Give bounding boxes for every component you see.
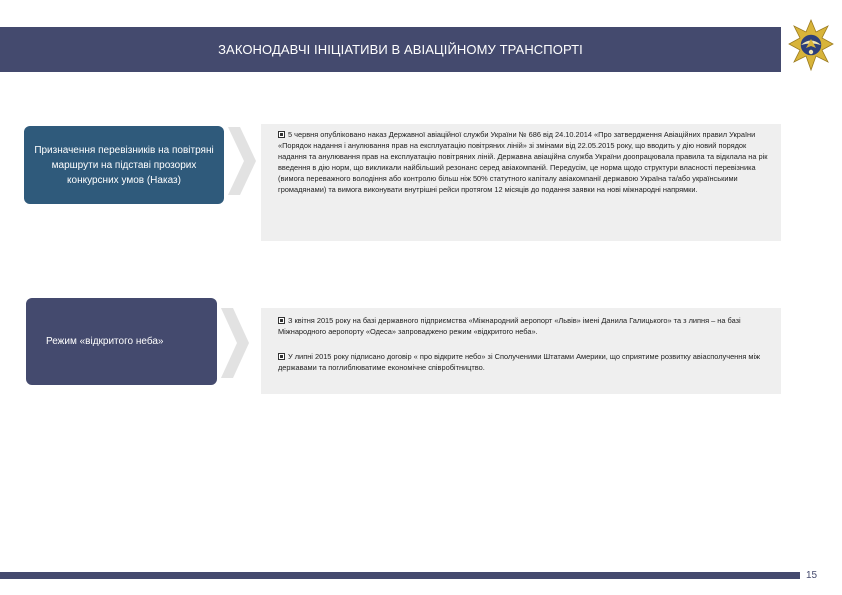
page-title: ЗАКОНОДАВЧІ ІНІЦІАТИВИ В АВІАЦІЙНОМУ ТРАНСПОРТІ <box>218 42 583 57</box>
square-bullet-icon <box>278 353 285 360</box>
page-number: 15 <box>806 570 818 581</box>
section-label-appointment <box>24 126 224 204</box>
section-label-text: Призначення перевізників на повітряні маршрути на підставі прозорих конкурсних умов (Наказ) <box>34 144 214 186</box>
header-bar <box>0 27 781 72</box>
content-panel-appointment <box>261 124 781 241</box>
section-label-text: Режим «відкритого неба» <box>46 336 164 347</box>
footer-bar <box>0 572 800 579</box>
chevron-right-icon <box>228 127 256 195</box>
paragraph-text: 5 червня опубліковано наказ Державної авіаційної служби України № 686 від 24.10.2014 «Про затвердження Авіаційних правил України «Порядок надання і анулювання прав на експлуатацію повітряних ліній» зі змінами від 22.05.2015 року, що вводить у дію новий порядок надання та анулювання прав на експлуатацію повітряних ліній. Державна авіаційна служба України доопрацювала правила та відклала на рік введення в дію норм, що викликали найбільший резонанс серед авіакомпаній. Передусім, це норма щодо структури власності перевізника (вимога переважного володіння або контролю більш ніж 50% статутного капіталу авіакомпанії державою Україна та/або українськими громадянами) та вимога виконувати внутрішні рейси протягом 12 місяців до подання заявки на нові міжнародні напрямки. <box>278 130 768 194</box>
content-panel-open-sky <box>261 308 781 394</box>
aviation-service-emblem-icon <box>787 18 835 74</box>
paragraph-text: У липні 2015 року підписано договір « про відкрите небо» зі Сполученими Штатами Америки, що сприятиме розвитку авіасполучення між державами та поглиблюватиме економічне співробітництво. <box>278 352 761 372</box>
square-bullet-icon <box>278 131 285 138</box>
chevron-right-icon <box>221 308 249 378</box>
section-label-open-sky <box>26 298 217 385</box>
paragraph <box>278 351 773 373</box>
square-bullet-icon <box>278 317 285 324</box>
paragraph <box>278 315 773 337</box>
paragraph-text: З квітня 2015 року на базі державного підприємства «Міжнародний аеропорт «Львів» імені Данила Галицького» та з липня – на базі Міжнародного аеропорту «Одеса» запроваджено режим «відкритого неба». <box>278 316 741 336</box>
paragraph <box>278 129 773 195</box>
